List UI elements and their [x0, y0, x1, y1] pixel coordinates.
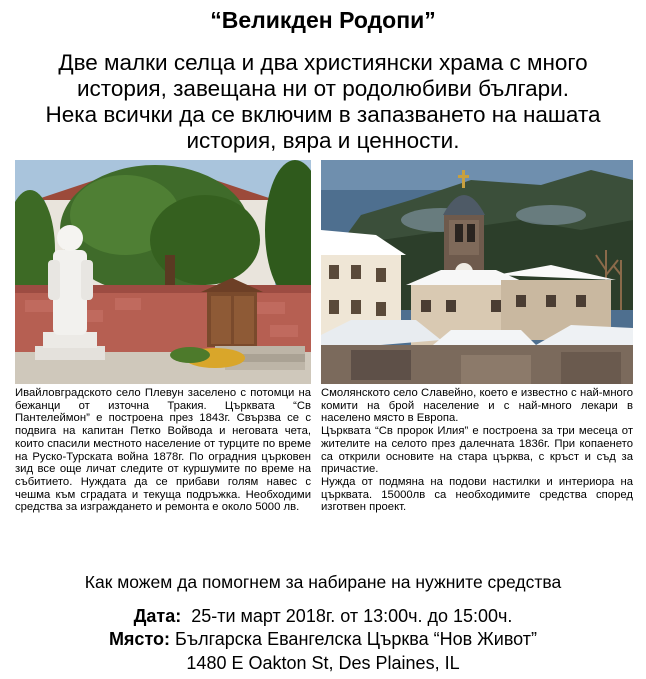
- subtitle-line: история, вяра и ценности.: [186, 128, 460, 153]
- photo-slaveino-village: [321, 160, 633, 384]
- place-value: Българска Евангелска Църква “Нов Живот”: [175, 629, 538, 649]
- subtitle-line: Две малки селца и два християнски храма с много: [58, 50, 588, 75]
- place-label: Място:: [108, 629, 171, 649]
- subtitle-line: история, завещана ни от родолюбиви българи.: [76, 76, 570, 101]
- plevun-description: [15, 387, 311, 514]
- slaveino-description: [321, 387, 633, 514]
- description-paragraph: Смолянското село Славейно, което е известно с най-много комити на брой население и с най-много лекари в населено място в Европа.: [321, 387, 633, 425]
- flyer-title: “Великден Родопи”: [210, 7, 436, 33]
- description-paragraph: Ивайловградското село Плевун заселено с потомци на бежанци от източна Тракия. Църквата “Св Пантелеймон” е построена през 1843г. Свързва се с подвига на капитан Петко Войвода и неговата чета, които спасили местното население от турците по време на Руско-Турската война 1878г. По оградния църковен зид все още личат следите от куршумите по време на събитието. Нуждата да се прибави голям навес с чешма към сградата и текуща подръжка. Необходими средства за изграждането и ремонта е около 5000 лв.: [15, 387, 311, 514]
- event-place: [0, 628, 646, 650]
- subtitle-line: Нека всички да се включим в запазването на нашата: [45, 102, 601, 127]
- flyer-subtitle: [14, 50, 632, 154]
- description-paragraph: Нужда от подмяна на подови настилки и интериора на църквата. 15000лв са необходимите средства според изготвен проект.: [321, 475, 633, 514]
- event-date: [0, 605, 646, 627]
- date-value: 25-ти март 2018г. от 13:00ч. до 15:00ч.: [191, 606, 513, 626]
- date-label: Дата:: [133, 606, 182, 626]
- help-heading: Как можем да помогнем за набиране на нужните средства: [84, 572, 562, 592]
- event-address: 1480 E Oakton St, Des Plaines, IL: [186, 653, 460, 673]
- photo-plevun-church: [15, 160, 311, 384]
- description-paragraph: Църквата “Св пророк Илия” е построена за три месеца от жителите на селото през далечната 1836г. При копаенето са открили основите на стара църква, с кръст и съд за причастие.: [321, 425, 633, 476]
